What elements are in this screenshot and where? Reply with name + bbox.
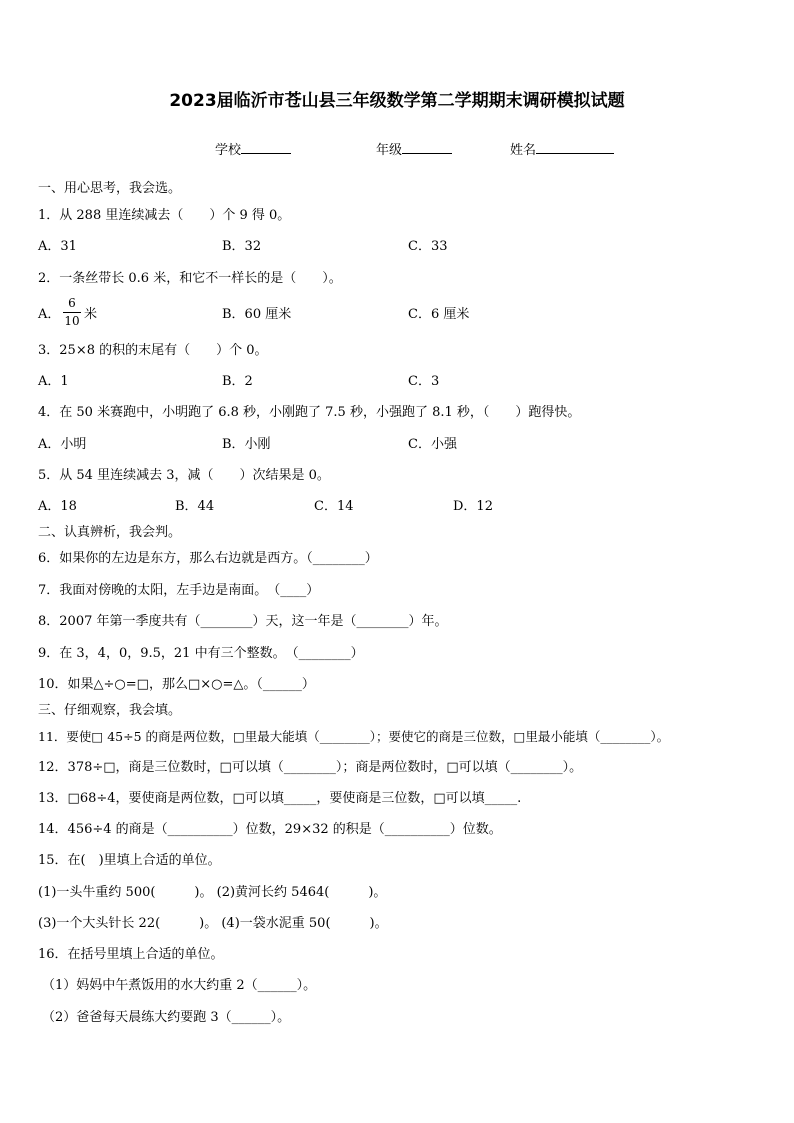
q5-option-c: C．14 bbox=[314, 499, 354, 514]
question-16-line-2: （2）爸爸每天晨练大约要跑 3（______）。 bbox=[42, 1010, 291, 1025]
school-label: 学校 bbox=[215, 143, 242, 158]
q2-option-a-fraction bbox=[63, 296, 81, 329]
name-field[interactable] bbox=[510, 139, 614, 158]
question-10: 10．如果△÷○=□，那么□×○=△。（______） bbox=[38, 677, 315, 692]
section-heading-3: 三、仔细观察，我会填。 bbox=[38, 703, 182, 718]
question-5: 5．从 54 里连续减去 3，减（ ）次结果是 0。 bbox=[38, 468, 330, 483]
page-title: 2023届临沂市苍山县三年级数学第二学期期末调研模拟试题 bbox=[169, 91, 625, 111]
school-blank[interactable] bbox=[241, 141, 291, 154]
question-9: 9．在 3，4，0，9.5，21 中有三个整数。 （________） bbox=[38, 646, 364, 661]
question-11: 11．要使□ 45÷5 的商是两位数，□里最大能填（________）；要使它的商是三位数，□里最小能填（________）。 bbox=[38, 729, 670, 744]
q5-option-b: B．44 bbox=[175, 499, 215, 514]
fraction-denominator: 10 bbox=[64, 314, 80, 328]
question-7: 7．我面对傍晚的太阳，左手边是南面。 （____） bbox=[38, 583, 320, 598]
fraction-bar bbox=[63, 312, 81, 313]
question-15-line-1: (1)一头牛重约 500( )。 (2)黄河长约 5464( )。 bbox=[38, 885, 387, 900]
q5-option-d: D．12 bbox=[453, 499, 493, 514]
fraction-numerator: 6 bbox=[68, 296, 76, 310]
name-blank[interactable] bbox=[536, 141, 614, 154]
grade-blank[interactable] bbox=[402, 141, 452, 154]
q3-option-a: A．1 bbox=[38, 374, 69, 389]
question-4: 4．在 50 米赛跑中，小明跑了 6.8 秒，小刚跑了 7.5 秒，小强跑了 8.1 秒，（ ）跑得快。 bbox=[38, 405, 581, 420]
q4-option-c: C．小强 bbox=[408, 437, 457, 452]
grade-label: 年级 bbox=[376, 143, 403, 158]
question-3: 3．25×8 的积的末尾有（ ）个 0。 bbox=[38, 343, 268, 358]
section-heading-1: 一、用心思考，我会选。 bbox=[38, 181, 182, 196]
question-16-line-1: （1）妈妈中午煮饭用的水大约重 2（______）。 bbox=[42, 978, 317, 993]
q2-option-a-unit: 米 bbox=[84, 307, 98, 322]
q2-option-a-label: A． bbox=[38, 307, 61, 322]
question-14: 14．456÷4 的商是（__________）位数，29×32 的积是（__________）位数。 bbox=[38, 822, 502, 837]
section-heading-2: 二、认真辨析，我会判。 bbox=[38, 525, 182, 540]
q2-option-b: B．60 厘米 bbox=[222, 307, 292, 322]
question-15-line-2: (3)一个大头针长 22( )。 (4)一袋水泥重 50( )。 bbox=[38, 916, 388, 931]
q1-option-c: C．33 bbox=[408, 239, 448, 254]
question-2: 2．一条丝带长 0.6 米，和它不一样长的是（ ）。 bbox=[38, 271, 342, 286]
school-field[interactable] bbox=[215, 139, 291, 158]
question-16: 16．在括号里填上合适的单位。 bbox=[38, 947, 224, 962]
question-12: 12．378÷□，商是三位数时，□可以填（________）；商是两位数时，□可以填（________）。 bbox=[38, 760, 583, 775]
q3-option-c: C．3 bbox=[408, 374, 440, 389]
q4-option-a: A．小明 bbox=[38, 437, 87, 452]
q1-option-a: A．31 bbox=[38, 239, 77, 254]
question-6: 6．如果你的左边是东方，那么右边就是西方。（________） bbox=[38, 551, 378, 566]
question-15: 15．在( )里填上合适的单位。 bbox=[38, 853, 221, 868]
grade-field[interactable] bbox=[376, 139, 452, 158]
question-8: 8．2007 年第一季度共有（________）天，这一年是（________）年。 bbox=[38, 614, 448, 629]
name-label: 姓名 bbox=[510, 143, 537, 158]
q4-option-b: B．小刚 bbox=[222, 437, 271, 452]
q2-option-c: C．6 厘米 bbox=[408, 307, 470, 322]
question-1: 1．从 288 里连续减去（ ）个 9 得 0。 bbox=[38, 208, 291, 223]
q5-option-a: A．18 bbox=[38, 499, 77, 514]
q1-option-b: B．32 bbox=[222, 239, 262, 254]
question-13: 13．□68÷4，要使商是两位数，□可以填_____，要使商是三位数，□可以填_____. bbox=[38, 791, 522, 806]
q3-option-b: B．2 bbox=[222, 374, 253, 389]
